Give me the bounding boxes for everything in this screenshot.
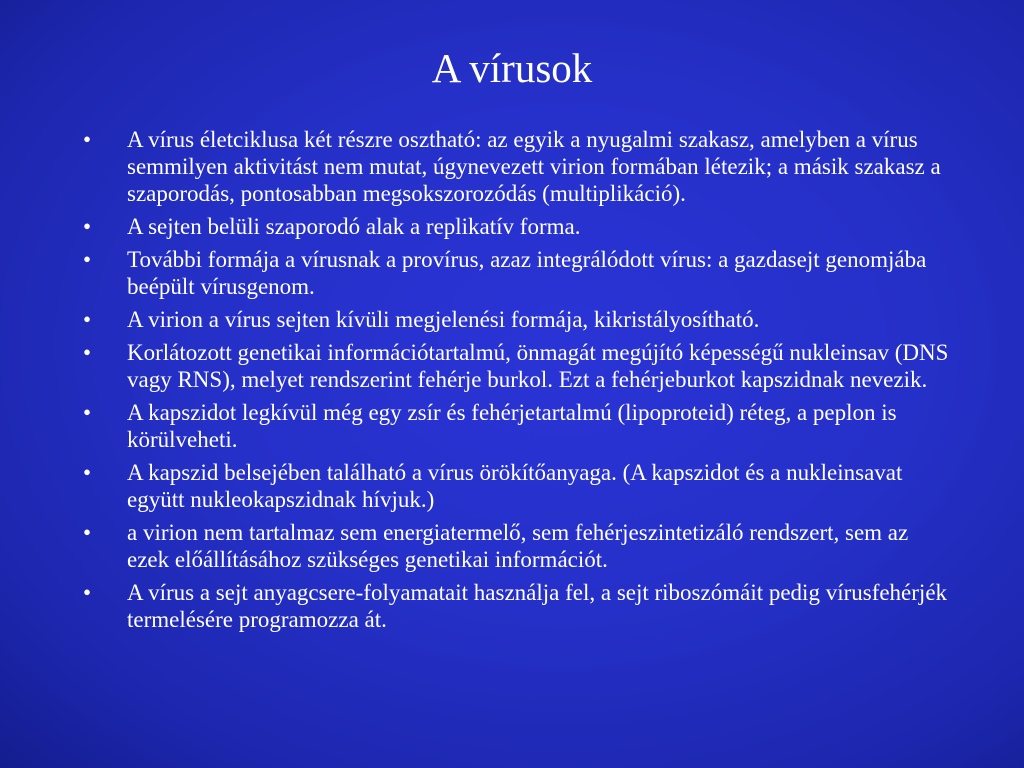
bullet-marker: •: [83, 460, 92, 485]
bullet-text: A vírus a sejt anyagcsere-folyamatait használja fel, a sejt riboszómáit pedig vírusfehérjék termelésére programozza át.: [127, 580, 948, 632]
list-item: [83, 519, 953, 573]
slide-title: A vírusok: [431, 45, 593, 91]
list-item: [83, 339, 953, 393]
bullet-marker: •: [83, 580, 92, 605]
list-item: [83, 459, 953, 513]
list-item: [83, 213, 953, 240]
bullet-text: A vírus életciklusa két részre osztható: az egyik a nyugalmi szakasz, amelyben a vírus semmilyen aktivitást nem mutat, úgynevezett virion formában létezik; a másik szakasz a szaporodás, pontosabban megsokszorozódás (multiplikáció).: [127, 127, 941, 206]
list-item: [83, 579, 953, 633]
bullet-marker: •: [83, 214, 92, 239]
bullet-text: A kapszid belsejében található a vírus örökítőanyaga. (A kapszidot és a nukleinsavat együtt nukleokapszidnak hívjuk.): [127, 460, 903, 512]
list-item: [83, 399, 953, 453]
bullet-marker: •: [83, 247, 92, 272]
bullet-text: a virion nem tartalmaz sem energiatermelő, sem fehérjeszintetizáló rendszert, sem az ezek előállításához szükséges genetikai információt.: [127, 520, 909, 572]
bullet-text: A virion a vírus sejten kívüli megjelenési formája, kikristályosítható.: [127, 307, 760, 332]
list-item: [83, 126, 953, 207]
bullet-marker: •: [83, 400, 92, 425]
bullet-text: A kapszidot legkívül még egy zsír és fehérjetartalmú (lipoproteid) réteg, a peplon is körülveheti.: [127, 400, 897, 452]
list-item: [83, 306, 953, 333]
bullet-marker: •: [83, 127, 92, 152]
bullet-text: További formája a vírusnak a provírus, azaz integrálódott vírus: a gazdasejt genomjába beépült vírusgenom.: [127, 247, 927, 299]
bullet-text: A sejten belüli szaporodó alak a replikatív forma.: [127, 214, 581, 239]
bullet-marker: •: [83, 520, 92, 545]
bullet-marker: •: [83, 340, 92, 365]
list-item: [83, 246, 953, 300]
bullet-text: Korlátozott genetikai információtartalmú, önmagát megújító képességű nukleinsav (DNS vagy RNS), melyet rendszerint fehérje burkol. Ezt a fehérjeburkot kapszidnak nevezik.: [127, 340, 949, 392]
bullet-marker: •: [83, 307, 92, 332]
bullet-list: [83, 126, 953, 639]
